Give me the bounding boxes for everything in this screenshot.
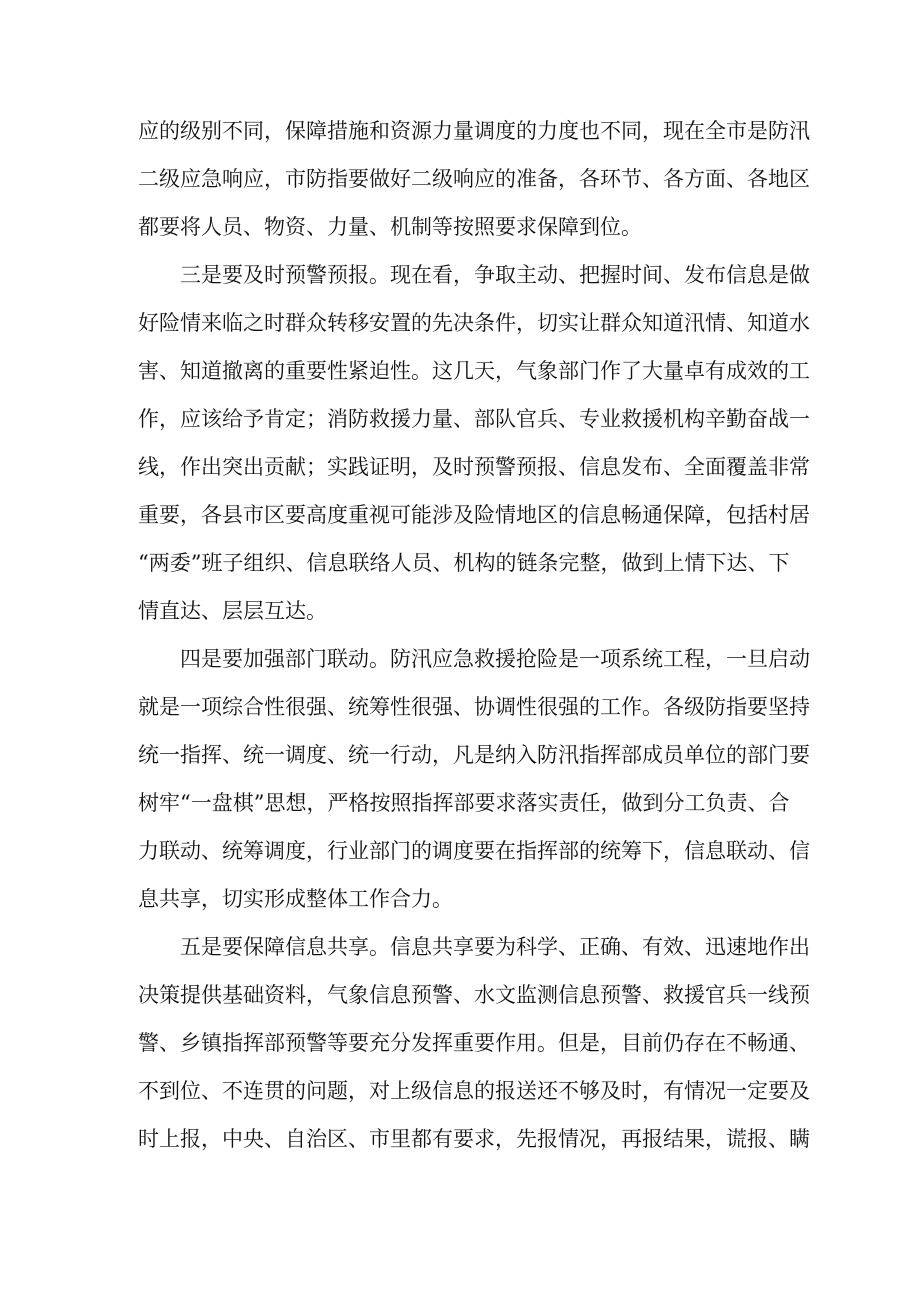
text-line: “两委”班子组织、信息联络人员、机构的链条完整，做到上情下达、下 [138, 551, 790, 575]
text-line: 警、乡镇指挥部预警等要充分发挥重要作用。但是，目前仍存在不畅通、 [138, 1031, 810, 1055]
text-line: 重要，各县市区要高度重视可能涉及险情地区的信息畅通保障，包括村居 [138, 503, 810, 527]
text-line: 都要将人员、物资、力量、机制等按照要求保障到位。 [138, 215, 642, 239]
text-line: 决策提供基础资料，气象信息预警、水文监测信息预警、救援官兵一线预 [138, 983, 810, 1007]
text-line: 作，应该给予肯定；消防救援力量、部队官兵、专业救援机构辛勤奋战一 [138, 407, 810, 431]
text-line: 四是要加强部门联动。防汛应急救援抢险是一项系统工程，一旦启动 [180, 647, 810, 671]
text-line: 线，作出突出贡献；实践证明，及时预警预报、信息发布、全面覆盖非常 [138, 455, 810, 479]
text-line: 树牢“一盘棋”思想，严格按照指挥部要求落实责任，做到分工负责、合 [138, 791, 790, 815]
text-line: 应的级别不同，保障措施和资源力量调度的力度也不同，现在全市是防汛 [138, 119, 810, 143]
text-line: 统一指挥、统一调度、统一行动，凡是纳入防汛指挥部成员单位的部门要 [138, 743, 810, 767]
text-line: 就是一项综合性很强、统筹性很强、协调性很强的工作。各级防指要坚持 [138, 695, 810, 719]
text-line: 情直达、层层互达。 [138, 599, 327, 623]
text-line: 息共享，切实形成整体工作合力。 [138, 887, 453, 911]
text-line: 时上报，中央、自治区、市里都有要求，先报情况，再报结果，谎报、瞒 [138, 1127, 810, 1151]
text-line: 五是要保障信息共享。信息共享要为科学、正确、有效、迅速地作出 [180, 935, 810, 959]
text-line: 害、知道撤离的重要性紧迫性。这几天，气象部门作了大量卓有成效的工 [138, 359, 810, 383]
text-line: 不到位、不连贯的问题，对上级信息的报送还不够及时，有情况一定要及 [138, 1079, 810, 1103]
text-line: 二级应急响应，市防指要做好二级响应的准备，各环节、各方面、各地区 [138, 167, 810, 191]
text-line: 好险情来临之时群众转移安置的先决条件，切实让群众知道汛情、知道水 [138, 311, 810, 335]
text-line: 三是要及时预警预报。现在看，争取主动、把握时间、发布信息是做 [180, 263, 810, 287]
text-line: 力联动、统筹调度，行业部门的调度要在指挥部的统筹下，信息联动、信 [138, 839, 810, 863]
